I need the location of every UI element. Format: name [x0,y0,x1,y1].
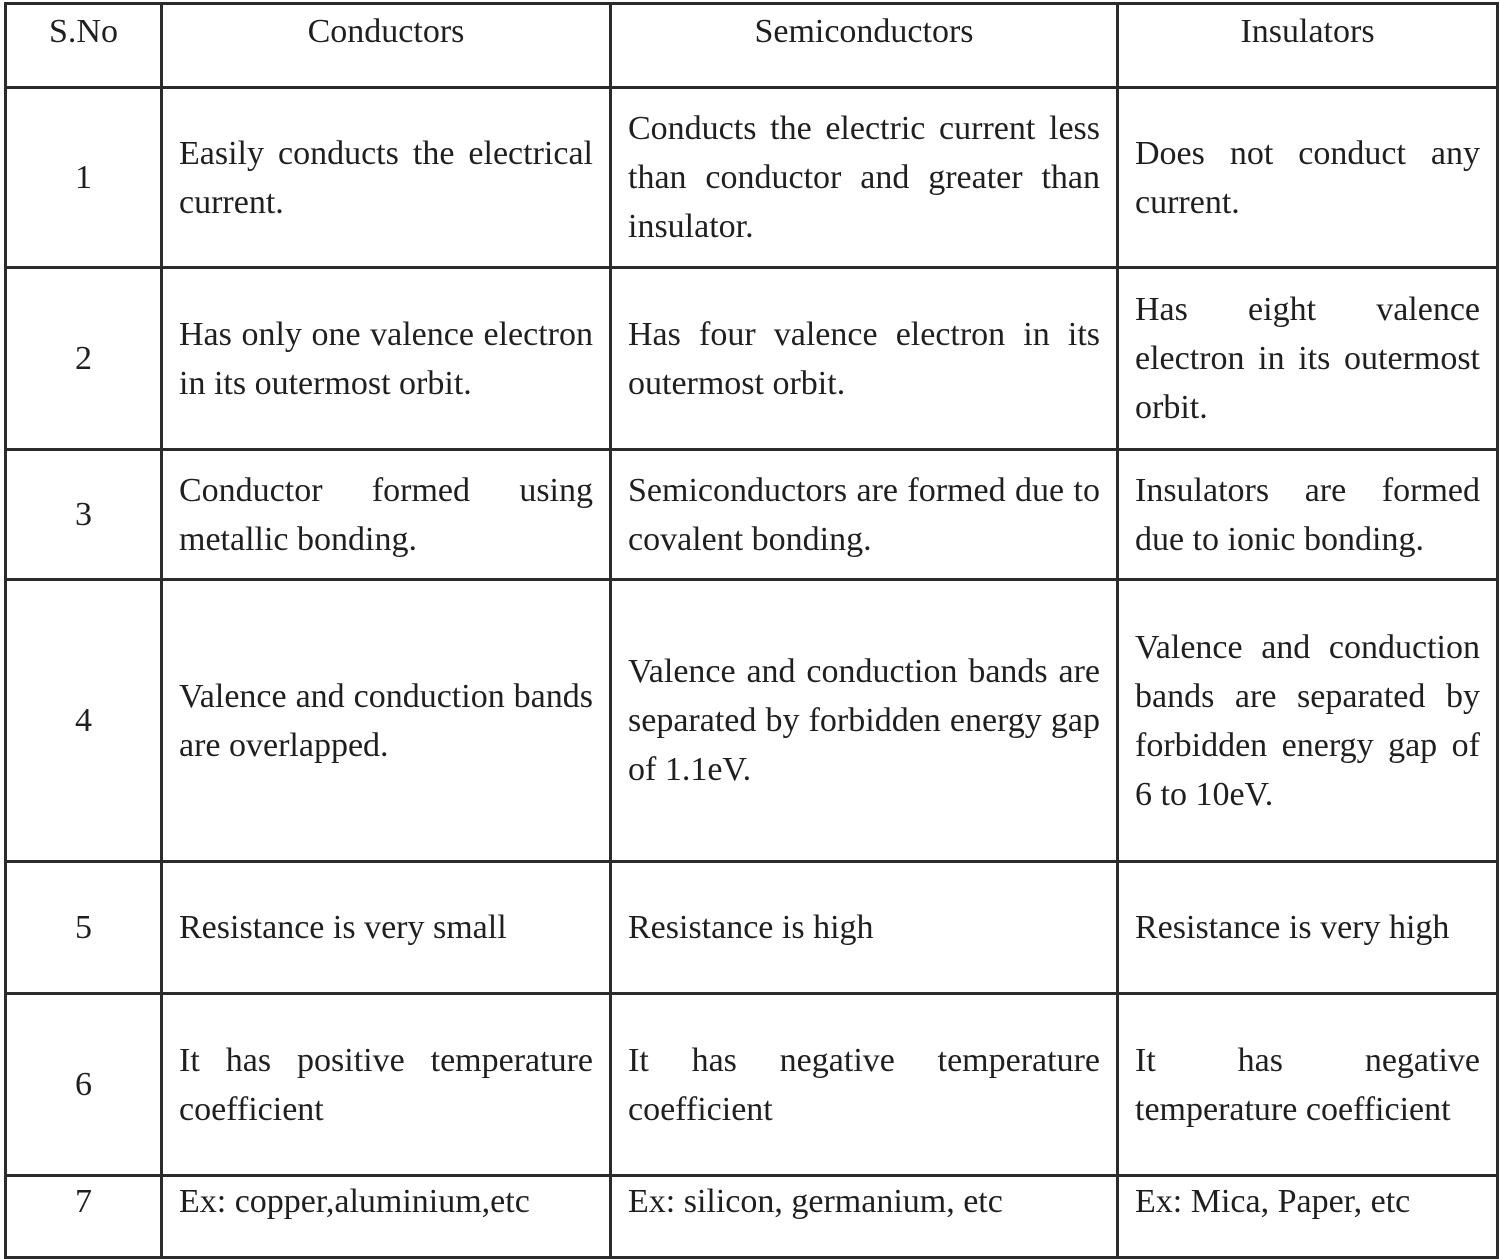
table-row [6,580,1498,862]
cell-semiconductors: Has four valence electron in its outermost orbit. [611,268,1118,450]
table-header [6,4,1498,88]
cell-semiconductors: Conducts the electric current less than conductor and greater than insulator. [611,88,1118,268]
cell-conductors: Valence and conduction bands are overlapped. [162,580,611,862]
cell-insulators: It has negative temperature coefficient [1118,994,1498,1176]
cell-sno: 1 [6,88,162,268]
cell-conductors: Resistance is very small [162,862,611,994]
header-semiconductors: Semiconductors [611,4,1118,88]
cell-semiconductors: It has negative temperature coefficient [611,994,1118,1176]
cell-insulators: Valence and conduction bands are separated by forbidden energy gap of 6 to 10eV. [1118,580,1498,862]
cell-semiconductors: Resistance is high [611,862,1118,994]
cell-conductors: Ex: copper,aluminium,etc [162,1176,611,1258]
cell-conductors: It has positive temperature coefficient [162,994,611,1176]
cell-sno: 3 [6,450,162,580]
header-row [6,4,1498,88]
header-conductors: Conductors [162,4,611,88]
table-row [6,1176,1498,1258]
table-row [6,862,1498,994]
cell-sno: 4 [6,580,162,862]
cell-sno: 5 [6,862,162,994]
cell-semiconductors: Semiconductors are formed due to covalent bonding. [611,450,1118,580]
table-row [6,268,1498,450]
cell-sno: 6 [6,994,162,1176]
table-row [6,88,1498,268]
cell-semiconductors: Valence and conduction bands are separated by forbidden energy gap of 1.1eV. [611,580,1118,862]
cell-conductors: Conductor formed using metallic bonding. [162,450,611,580]
cell-semiconductors: Ex: silicon, germanium, etc [611,1176,1118,1258]
cell-insulators: Insulators are formed due to ionic bonding. [1118,450,1498,580]
cell-insulators: Has eight valence electron in its outermost orbit. [1118,268,1498,450]
header-insulators: Insulators [1118,4,1498,88]
table-row [6,994,1498,1176]
cell-insulators: Resistance is very high [1118,862,1498,994]
header-sno: S.No [6,4,162,88]
table-row [6,450,1498,580]
cell-sno: 7 [6,1176,162,1258]
cell-conductors: Easily conducts the electrical current. [162,88,611,268]
table-body [6,88,1498,1258]
comparison-table [4,2,1499,1259]
cell-sno: 2 [6,268,162,450]
cell-insulators: Does not conduct any current. [1118,88,1498,268]
cell-insulators: Ex: Mica, Paper, etc [1118,1176,1498,1258]
cell-conductors: Has only one valence electron in its outermost orbit. [162,268,611,450]
